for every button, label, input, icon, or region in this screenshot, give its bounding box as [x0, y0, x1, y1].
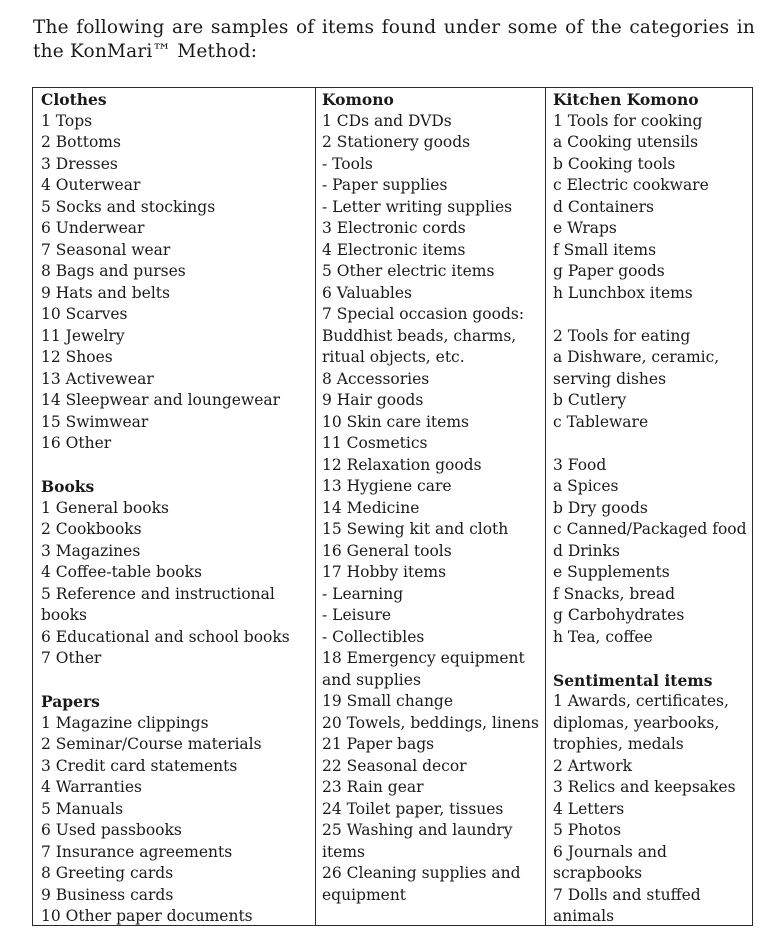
category-item: 26 Cleaning supplies and — [322, 864, 521, 882]
category-item: 20 Towels, beddings, linens — [322, 713, 539, 732]
category-item: - Leisure — [322, 606, 392, 624]
category-item: b Cutlery — [553, 391, 627, 409]
category-item: a Cooking utensils — [553, 133, 699, 151]
category-item: 22 Seasonal decor — [322, 756, 467, 775]
category-item: 5 Socks and stockings — [41, 197, 216, 216]
category-heading: Clothes — [41, 90, 107, 109]
category-item: - Tools — [322, 154, 373, 173]
category-item: 12 Shoes — [41, 348, 113, 366]
category-item: items — [322, 842, 366, 861]
category-heading: Papers — [41, 692, 100, 711]
category-item: e Wraps — [553, 219, 617, 237]
category-item: g Carbohydrates — [553, 606, 685, 624]
category-item: animals — [553, 907, 615, 925]
category-item: 4 Outerwear — [41, 176, 141, 194]
intro-paragraph: The following are samples of items found under some of the categories in the KonMari™ Method: — [33, 17, 755, 62]
category-item: b Dry goods — [553, 498, 648, 517]
category-item: 3 Credit card statements — [41, 756, 238, 775]
category-item: - Learning — [322, 584, 404, 603]
category-item: 5 Reference and instructional — [41, 584, 275, 603]
category-item: 14 Medicine — [322, 498, 420, 517]
category-item: 24 Toilet paper, tissues — [322, 799, 504, 818]
category-item: 12 Relaxation goods — [322, 455, 482, 474]
category-item: d Containers — [553, 197, 654, 216]
category-item: books — [41, 606, 87, 624]
category-item: 4 Warranties — [41, 778, 142, 796]
category-item: 16 General tools — [322, 541, 452, 560]
category-item: h Tea, coffee — [553, 627, 653, 646]
spacer — [553, 648, 747, 670]
category-item: 5 Photos — [553, 821, 622, 839]
category-item: 11 Jewelry — [41, 326, 125, 345]
category-item: f Small items — [553, 240, 657, 259]
category-item: 10 Scarves — [41, 305, 128, 323]
category-item: 2 Tools for eating — [553, 326, 691, 345]
category-item: trophies, medals — [553, 735, 684, 753]
category-item: equipment — [322, 885, 407, 904]
category-item: 4 Electronic items — [322, 240, 466, 259]
category-item: serving dishes — [553, 369, 667, 388]
category-item: 1 CDs and DVDs — [322, 111, 452, 130]
column-kitchen-sentimental — [553, 89, 747, 928]
category-item: 8 Greeting cards — [41, 864, 174, 882]
category-item: scrapbooks — [553, 864, 643, 882]
category-item: f Snacks, bread — [553, 584, 676, 603]
column-clothes-books-papers — [41, 89, 290, 928]
category-item: a Dishware, ceramic, — [553, 348, 720, 366]
category-item: 10 Other paper documents — [41, 907, 253, 925]
category-item: 1 General books — [41, 498, 169, 517]
column-divider-2 — [545, 88, 546, 925]
category-item: 3 Dresses — [41, 154, 118, 173]
category-item: d Drinks — [553, 541, 620, 560]
category-item: 2 Stationery goods — [322, 133, 471, 151]
category-item: - Collectibles — [322, 627, 425, 646]
category-item: 3 Food — [553, 455, 607, 474]
category-item: 21 Paper bags — [322, 735, 435, 753]
category-item: and supplies — [322, 670, 421, 689]
category-item: 5 Other electric items — [322, 262, 495, 280]
spacer — [553, 433, 747, 455]
category-item: 10 Skin care items — [322, 412, 469, 431]
category-item: 2 Artwork — [553, 756, 633, 775]
category-item: 18 Emergency equipment — [322, 649, 525, 667]
category-item: 9 Business cards — [41, 885, 174, 904]
category-item: - Paper supplies — [322, 176, 448, 194]
category-item: 2 Seminar/Course materials — [41, 735, 262, 753]
category-item: 8 Bags and purses — [41, 262, 186, 280]
category-item: 17 Hobby items — [322, 563, 447, 581]
category-item: 1 Awards, certificates, — [553, 692, 729, 710]
category-item: 3 Relics and keepsakes — [553, 778, 736, 796]
category-item: 2 Bottoms — [41, 133, 121, 151]
category-item: 7 Insurance agreements — [41, 842, 233, 861]
category-item: 6 Educational and school books — [41, 627, 290, 646]
category-item: 23 Rain gear — [322, 778, 424, 796]
category-item: 13 Hygiene care — [322, 477, 452, 495]
category-item: 4 Coffee-table books — [41, 563, 202, 581]
category-item: 19 Small change — [322, 692, 454, 710]
category-item: diplomas, yearbooks, — [553, 713, 720, 732]
category-item: h Lunchbox items — [553, 283, 693, 302]
column-komono — [322, 89, 539, 906]
category-item: - Letter writing supplies — [322, 197, 513, 216]
category-item: 9 Hats and belts — [41, 283, 170, 302]
category-item: 7 Dolls and stuffed — [553, 885, 701, 904]
category-item: 5 Manuals — [41, 799, 124, 818]
category-item: 13 Activewear — [41, 369, 154, 388]
category-item: 4 Letters — [553, 799, 625, 818]
category-item: e Supplements — [553, 563, 670, 581]
categories-table — [32, 87, 753, 926]
category-item: 6 Used passbooks — [41, 821, 182, 839]
category-item: 1 Magazine clippings — [41, 713, 209, 732]
category-item: 1 Tools for cooking — [553, 111, 703, 130]
category-item: 16 Other — [41, 434, 112, 452]
category-item: g Paper goods — [553, 262, 665, 280]
category-item: 7 Seasonal wear — [41, 240, 171, 259]
category-item: c Tableware — [553, 412, 649, 431]
category-item: b Cooking tools — [553, 154, 676, 173]
category-item: 11 Cosmetics — [322, 434, 428, 452]
category-heading: Kitchen Komono — [553, 90, 699, 109]
category-item: c Electric cookware — [553, 176, 709, 194]
spacer — [553, 304, 747, 326]
category-item: 7 Other — [41, 649, 102, 667]
column-divider-1 — [315, 88, 316, 925]
category-item: 15 Sewing kit and cloth — [322, 520, 509, 538]
category-heading: Komono — [322, 90, 394, 109]
category-item: 15 Swimwear — [41, 412, 149, 431]
category-item: 3 Electronic cords — [322, 219, 466, 237]
spacer — [41, 455, 290, 477]
category-item: Buddhist beads, charms, — [322, 326, 517, 345]
spacer — [41, 670, 290, 692]
category-item: 3 Magazines — [41, 541, 141, 560]
category-item: 9 Hair goods — [322, 391, 424, 409]
category-item: 6 Journals and — [553, 842, 667, 861]
category-item: 8 Accessories — [322, 369, 430, 388]
category-heading: Sentimental items — [553, 670, 713, 690]
category-item: 6 Underwear — [41, 219, 145, 237]
category-item: 14 Sleepwear and loungewear — [41, 391, 281, 409]
category-item: 25 Washing and laundry — [322, 821, 513, 839]
category-heading: Books — [41, 477, 95, 496]
category-item: 7 Special occasion goods: — [322, 305, 525, 323]
category-item: 2 Cookbooks — [41, 520, 142, 538]
category-item: 6 Valuables — [322, 283, 412, 302]
category-item: ritual objects, etc. — [322, 348, 465, 366]
category-item: a Spices — [553, 477, 619, 495]
category-item: c Canned/Packaged food — [553, 520, 747, 538]
category-item: 1 Tops — [41, 111, 93, 130]
